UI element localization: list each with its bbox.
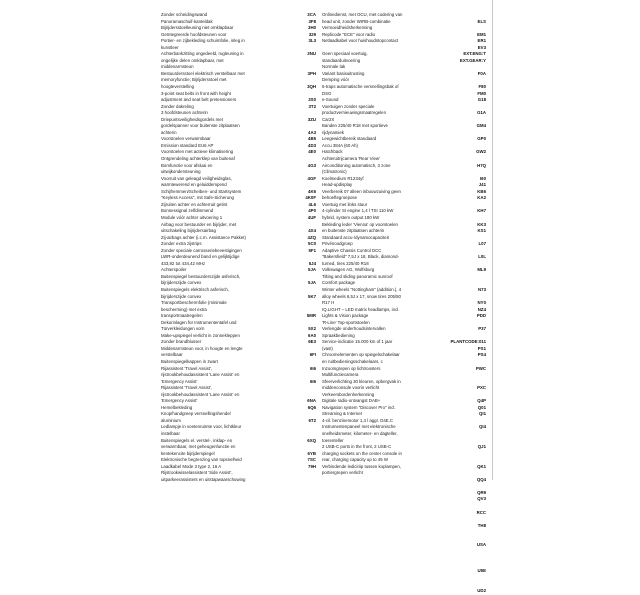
description-line: verstelbaar [161,352,183,358]
option-code: 6E3 [308,339,316,345]
option-code: 6YB [307,450,316,456]
description-line: Driepuntsveiligheidsgordels met [161,116,223,122]
option-code: 5C0 [308,241,316,247]
option-description: Achteruitrijcamera 'Rear View' [322,156,380,162]
option-code: 6NA [307,398,316,404]
option-code: 4GF [307,175,316,181]
description-line: memoryfunctie; Bijrijdersstoel met [161,77,227,83]
option-description: Banden 225/40 R18 met sportieve [322,123,388,129]
option-code: 5J4 [308,260,316,266]
option-code: KS1 [477,228,486,234]
description-line: Module vóór achter uitvoering 1 [161,214,223,220]
description-line: warmtewerend en geluiddempend [161,182,227,188]
option-code: U5E [477,568,486,574]
description-line: Zonder dakreling [161,103,194,109]
description-line: Transportbeschermfolie (minimale [161,300,227,306]
option-description: "Bakersfield" 7,5J x 18, Black, diamond- [322,254,399,260]
option-code: PXC [477,385,486,391]
option-code: 3F8 [308,18,316,24]
option-description: Digitale radio-ontvangst DAB+ [322,398,381,404]
description-line: Achterspoiler [161,267,187,273]
option-code: ELS [477,18,486,24]
option-description: charging sockets on the center console in [322,450,402,456]
option-description: Volkswagen AG, Wolfsburg [322,267,375,273]
description-line: Panoramaschuif-kanteldak [161,18,213,24]
option-code: PS4 [477,352,486,358]
description-line: LWR-onderdeunend band en gelijktijdige [161,254,240,260]
option-code: 4K0F [305,195,316,201]
description-line: Laadkabel Mode 3 type 2, 16 A [161,463,222,469]
option-description: 'R-Line' Top-sportstoelen [322,319,370,325]
description-line: Buitenspiegelkappen in zwart [161,358,218,364]
option-code: 6XQ [307,437,316,443]
description-line: 'Emergency Assist' [161,398,198,404]
option-description: Multifunctiecamera [322,372,359,378]
description-line: bijrijderszijde convex [161,280,202,286]
option-description: Comfort package [322,280,356,286]
description-line: instelbaar [161,431,180,436]
option-description: Chroomelementen op spiegelschakelaar [322,352,400,358]
description-line: achterin [161,129,177,135]
option-code: KH7 [477,208,486,214]
option-description: standaarduitvoering [322,57,361,63]
description-line: uitparkeerassistent en uitstapwaarschuwing [161,476,246,482]
description-line: Zonder scheidingswand [161,12,208,17]
option-description: Privénoodgroep [322,241,353,247]
option-code: 5K7 [308,293,316,299]
option-description: snelheidsmeter, kilometer- en dagteller, [322,431,398,436]
option-description: Instrumentenpaneel met elektronische [322,424,396,430]
option-description: en ruitbedieningsschakelaars, c [322,358,383,364]
option-code: NZ4 [477,306,486,312]
option-description: Koelmedium R1234yf [322,175,364,181]
option-code: Q4P [477,398,486,404]
option-description: rijdynamiek [322,129,344,135]
description-line: Bonnessignal zelfdimmend [161,208,214,214]
option-code: QJ1 [477,444,486,450]
option-description: Spraakbediening [322,332,355,338]
option-description: DSG [322,90,332,96]
option-description: Verlengde onderhoudsintervallen [322,326,386,332]
option-code: 4L6 [308,201,316,207]
option-description: Bekleding leder 'Vienna' op voorstoelen [322,221,398,227]
description-line: Voorstoelen met actieve klimatisering [161,149,234,155]
option-code: 4ZQ [307,234,316,240]
option-code: EXT.GEAR:Y [459,57,486,63]
option-code: KK3 [477,221,486,227]
option-code: I60 [479,175,486,181]
option-description: Adaptive Chassis Control DCC [322,247,382,253]
option-code: 4G3 [307,162,316,168]
option-code: 6Q6 [307,404,316,410]
description-line: Ontgrendeling achterklep van buitenaf [161,156,235,162]
option-code: KB6 [477,188,486,194]
option-description: 2 USB-C ports in the front, 2 USB-C [322,444,392,450]
option-description: Veerbereik 07 alleen inbouwzuiving geen [322,188,401,194]
option-description: alloy wheels 6,5J x 17, snow tires 205/50 [322,293,401,299]
description-line: Zonder brandblusser [161,339,202,345]
description-line: Emission standard EU6 AP [161,142,214,148]
description-line: Zijruiten achter en achterruit getint [161,201,228,207]
option-code: EXT.ENG:T [463,51,486,57]
option-code: J41 [478,182,486,188]
description-line: Türverkleidungen vorn [161,326,205,332]
option-code: GW2 [476,149,486,155]
option-description: Lights & Vision package [322,313,369,319]
description-line: kunstleer [161,44,179,50]
description-line: Ledlampje in voetenruimte voor, lichtkleur [161,424,242,430]
option-code: 3NU [307,51,316,57]
option-code: 4UF [307,214,316,220]
description-line: kentekencite bijrijderspiegel [161,450,215,456]
description-line: "Keyless Access", mit Safe-Sicherung [161,195,234,201]
option-code: P37 [478,326,486,332]
option-code: 5X2 [308,326,316,332]
option-code: EV3 [477,44,486,50]
description-line: Portier- en zijbekleding schuimfolie, inleg in [161,38,245,44]
option-code: EM1 [477,31,486,37]
option-code: QQ4 [476,476,486,482]
option-code: 329 [308,31,316,37]
option-code: 4K6 [308,188,316,194]
description-line: Zij-airbags achter (i.c.m. Assistance Pakket) [161,234,246,240]
option-description: Standaard accu-/dynamocapaciteit [322,234,389,240]
option-description: R17 H [322,300,335,306]
option-code: 5JA [308,280,316,286]
option-description: behoeftegroepose [322,195,358,201]
option-code: GM4 [476,123,486,129]
option-code: 3T2 [308,103,316,109]
option-code [290,470,322,477]
option-description: Vermoeidheidsherkenning [322,25,373,31]
option-code: 3L3 [308,38,316,44]
option-description: Sfeerverlichting 30 kleuren, opbergvak in [322,378,401,384]
option-code: 3QH [307,84,316,90]
description-line: Schijfremmen/Scheiben- und Startsystem [161,188,242,194]
option-description: Head-updisplay [322,182,353,188]
description-line: aluminium [161,417,181,423]
option-description: rear, charging capacity up to 45 W [322,457,388,463]
option-description: IQ.LIGHT – LED matrix headlamps, incl. [322,306,400,312]
description-line: uitschakeling bijrijdersairbag [161,228,216,234]
description-line: 3 hoofdsteunen achterin [161,110,208,116]
option-description: Netlaadkabel voor huishoudstopcontact [322,38,399,44]
description-line: verwarmbaar, met geheugenfunctie en [161,444,236,450]
option-code: TH8 [477,522,486,528]
description-line: Rijstrookwisselassistent 'Side Assist', [161,470,233,476]
option-description: Normale lak [322,64,346,70]
description-line: Buitenspiegel bestuurderszijde asferisch, [161,273,241,279]
option-code: 5F1 [308,247,316,253]
description-line: Bomfunctie voor afsluai en [161,162,213,168]
option-description: turned, tires 225/40 R18 [322,260,369,266]
option-code: QV3 [477,496,486,502]
description-line: Rijassistent 'Travel Assist', [161,385,213,391]
option-code: 4B5 [308,136,316,142]
option-description: middenconsole voorin verlicht [322,385,380,391]
description-line: Voorruit van geleagd veiligheidsglas, [161,175,232,181]
option-code: QK1 [477,463,486,469]
option-code: 3S0 [308,97,316,103]
option-code: F0A [477,70,486,76]
option-code: 3PH [307,70,316,76]
option-code-column [398,12,486,595]
option-code: 3ZU [307,116,316,122]
option-code: 4D3 [308,142,316,148]
option-description: Voertuig met links stuur [322,201,368,207]
description-line: Zonder extra zijstrips [161,241,202,247]
description-line: Geïntegreerde hoofdsteunen voor [161,31,227,37]
description-line: middenarmsteun [161,64,194,70]
option-description: Hatchback [322,149,343,155]
description-line: Bestuurdersstoel elektrisch verstelbaar met [161,70,245,76]
option-code: 4A3 [308,129,316,135]
option-code: H7Q [477,162,486,168]
option-description: Navigation system "Discover Pro" incl. [322,404,396,410]
option-code: 6A0 [308,332,316,338]
description-line: rijstrookbehoudassistent 'Lane Assist' en [161,391,240,397]
option-code: L07 [478,241,486,247]
option-code: GP0 [477,136,486,142]
option-code: 4E0 [308,149,316,155]
description-line: bescherming) met extra [161,306,207,312]
option-description: e-Sound [322,97,339,103]
option-code: 6FI [309,352,316,358]
option-description: Variant basisuitrusting [322,70,365,76]
option-description: Verkeersbordenherkenning [322,391,375,397]
option-code: QI4 [478,424,486,430]
option-description: Tilting and sliding panoramic sunroof [322,273,393,279]
option-description: Leegewichtbereik standaard [322,136,377,142]
option-description: Demping vóór [322,77,350,83]
option-code: G18 [477,97,486,103]
option-code: FM0 [477,90,486,96]
description-line: adjustment and seat belt pretensioners [161,97,237,103]
description-line: Zonder speciale carrosseriebevestigingen [161,247,242,253]
description-line: Buitenspiegels elektrisch asferisch, [161,286,229,292]
option-code: 5JA [308,267,316,273]
option-code: Q01 [477,404,486,410]
option-description: 4-cil. benzinemotor 1,4 l aggr. D4E.C [322,417,393,423]
equipment-description-column [161,12,285,483]
option-description: Airconditioning automatisch, 3 zone [322,162,391,168]
description-line: 433,92 tot 434,42 MHz [161,260,206,266]
option-code: 3H0 [308,25,316,31]
description-line: Voorstoelen verwarmbaar [161,136,211,142]
option-code: PWC [475,365,486,371]
description-line: gordelspanner voor buitenste zitplaatsen [161,123,240,129]
option-code: L0L [478,254,486,260]
option-code: PLANTCODE:011 [450,339,486,345]
option-description: (Climatronic) [322,169,347,175]
option-description: Verbindende lediciriip tussen koplampen, [322,463,401,469]
option-code: 5MR [306,313,316,319]
option-code: 4X4 [308,228,316,234]
description-line: Hemelbekleding [161,404,193,410]
option-code: 4P0 [308,208,316,214]
option-code: PDD [476,313,486,319]
option-description: head unit, zonder WIRB-combinatie [322,18,391,24]
description-line: 3-point seat belts in front with height [161,90,231,96]
description-line: rijstrookbehoudassistent 'Lane Assist' en [161,372,240,378]
option-code: USA [476,542,486,548]
option-description: toerenteller [322,437,344,443]
option-code: 3CA [307,12,316,17]
description-line: Elektronische begrenzing van topsnelheid [161,457,242,463]
option-code: ML9 [477,267,486,273]
description-line: Achterbankzitting ongedeeld, rugleuning in [161,51,244,57]
option-description: hybrid, system output 180 kW [322,214,380,220]
option-code: 6I6 [309,365,316,371]
option-description: Accu 384A (60 Ah) [322,142,358,148]
description-line: hoogteverstelling [161,84,195,90]
option-code: UD2 [477,588,486,594]
option-description: productvernieuwingsmaatregelen [322,110,386,116]
description-line: Airbag voor bestuurder en bijrijder, met [161,221,237,227]
option-description: Service-indicatie 15.000 km of 1 jaar [322,339,393,345]
option-code: RCC [476,509,486,515]
description-line: 'Emergency Assist' [161,378,198,384]
description-line: Knop/handgreep versnellingshendel [161,411,231,417]
option-code: 6T2 [308,417,316,423]
option-description: Winter wheels "Nottingham" (addition.), 4 [322,286,402,292]
description-line: uitwijkondersteuning [161,169,201,175]
description-line: transportmaatregelen [161,313,203,319]
option-description: (vast) [322,345,333,351]
option-code: N73 [478,286,486,292]
option-description: 4-cylinder SI engine 1,4 l TSI 110 kW [322,208,394,214]
option-description: 6-traps automatische versnellingsbak of [322,84,399,90]
option-code: 6I6 [309,378,316,384]
option-description: en buitenste zitplaatsen achterin [322,228,385,234]
option-code: PS1 [477,345,486,351]
option-description: Onlinedienst, met OCU, met codering van [322,12,403,17]
option-description: Geen speciaal voertuig, [322,51,368,57]
option-description: Car2X [322,116,335,122]
option-code: ER1 [477,38,486,44]
option-description: Voertuigen zonder speciale [322,103,375,109]
option-code: NY0 [477,300,486,306]
option-description: Inzoomgrepen op lichtroosters [322,365,381,371]
description-line: ongelijke delen omklapbaar, met [161,57,224,63]
option-code: G1A [477,110,486,116]
description-line: Dekorinlagen für Instrumententafel und [161,319,237,325]
description-line: Rijassistent 'Travel Assist', [161,365,213,371]
option-description: Streaming & Internet [322,411,362,417]
option-code: QI1 [478,411,486,417]
description-line: Buitenspiegels el. verstel-, inklap- en [161,437,233,443]
option-code: F80 [478,84,486,90]
option-code: 79H [308,463,316,469]
option-description: Replicode "ECE" voor radio [322,31,376,37]
description-line: Make-upspiegel verlicht in zonnekleppen [161,332,240,338]
option-description: portiergrepen verlicht [322,470,363,476]
description-line: Bijrijdersstoelleuning niet omklapbaar [161,25,234,31]
option-code: QR9 [477,489,486,495]
option-code: 7SC [307,457,316,463]
option-code: KA2 [477,195,486,201]
description-line: bijrijderszijde convex [161,293,202,299]
description-line: Middenarmsteun voor, in hoogte en lengte [161,345,243,351]
